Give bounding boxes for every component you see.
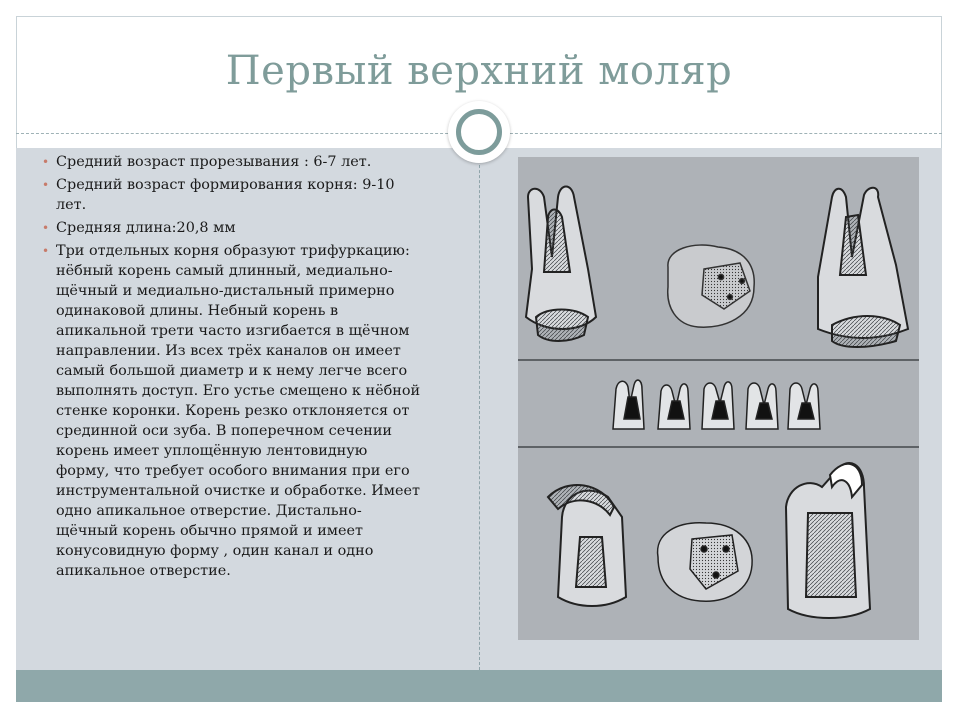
bullet-dot-icon: • — [42, 244, 50, 258]
bullet-dot-icon: • — [42, 221, 50, 235]
bullet-item — [40, 218, 460, 238]
bullet-text: Средняя длина:20,8 мм — [56, 220, 236, 236]
title-ring-inner — [456, 109, 502, 155]
tooth-lateral-bottom-right — [786, 463, 870, 618]
bullet-text: Три отдельных корня образуют трифуркацию: нёбный корень самый длинный, медиально- щёчный и медиально-дистальный примерно одинаковой длины. Небный корень в апикальной трети часто изгибается в щёчном направлении. Из всех трёх каналов он имеет самый большой диаметр и к нему легче всего выполнять доступ. Его устье смещено к нёбной стенке коронки. Корень резко отклоняется от срединной оси зуба. В поперечном сечении корень имеет уплощённую лентовидную форму, что требует особого внимания при его инструментальной очистке и обработке. Имеет одно апикальное отверстие. Дистально- щёчный корень обычно прямой и имеет конусовидную форму , один канал и одно апикальное отверстие. — [56, 243, 421, 579]
bullet-item — [40, 152, 460, 172]
slide-title: Первый верхний моляр — [225, 48, 733, 94]
tooth-occlusal-bottom — [658, 523, 753, 601]
molar-illustration — [518, 157, 919, 640]
bullet-item — [40, 175, 460, 215]
bullet-dot-icon: • — [42, 155, 50, 169]
bullet-item — [40, 241, 460, 581]
bullet-list — [40, 152, 460, 584]
bullet-text: Средний возраст формирования корня: 9-10 лет. — [56, 177, 395, 213]
bullet-dot-icon: • — [42, 178, 50, 192]
bottom-bar — [16, 670, 942, 702]
tooth-occlusal-top — [668, 245, 754, 327]
bullet-text: Средний возраст прорезывания : 6-7 лет. — [56, 154, 372, 170]
vertical-divider — [479, 150, 480, 670]
